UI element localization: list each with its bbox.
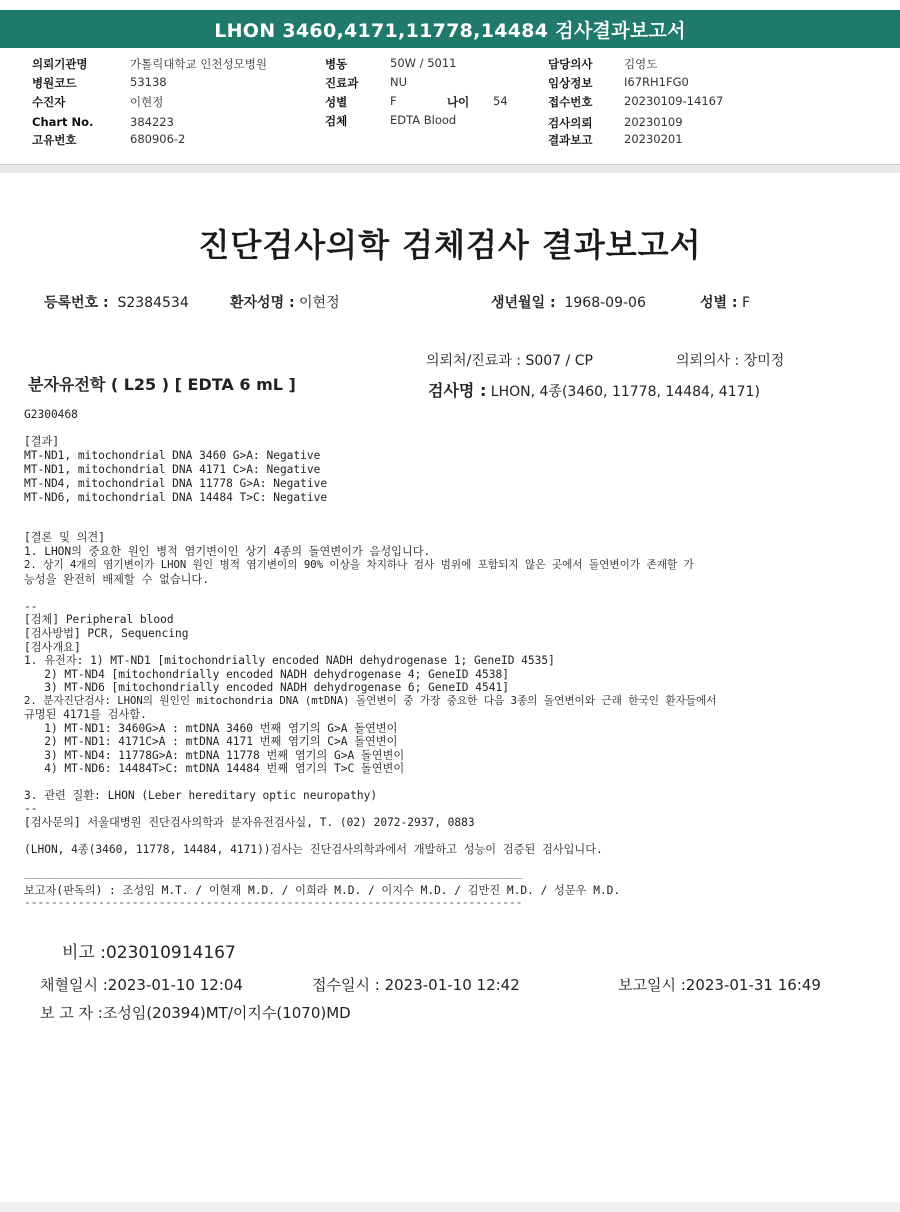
ward-label: 병동 xyxy=(325,57,348,71)
separator-dashes: -- xyxy=(24,600,38,613)
hospital-value: 가톨릭대학교 인천성모병원 xyxy=(130,57,267,71)
age-label: 나이 xyxy=(447,95,470,109)
hospital-label: 의뢰기관명 xyxy=(32,57,88,71)
patient-name-label: 환자성명 : xyxy=(230,295,295,311)
chart-no-value: 384223 xyxy=(130,115,174,129)
overview-line: 2) MT-ND1: 4171C>A : mtDNA 4171 번째 염기의 C>A 돌연변이 xyxy=(24,735,398,748)
examinee-label: 수진자 xyxy=(32,95,66,109)
reporters-line: 보고자(판독의) : 조성임 M.T. / 이현재 M.D. / 이희라 M.D. / 이지수 M.D. / 김만진 M.D. / 성문우 M.D. xyxy=(24,884,621,897)
overview-line: 규명된 4171를 검사함. xyxy=(24,708,147,721)
age-value: 54 xyxy=(493,94,508,108)
result-date-label: 결과보고 xyxy=(548,133,593,147)
overview-line: 1. 유전자: 1) MT-ND1 [mitochondrially encoded NADH dehydrogenase 1; GeneID 4535] xyxy=(24,654,555,667)
overview-line: 3) MT-ND6 [mitochondrially encoded NADH dehydrogenase 6; GeneID 4541] xyxy=(24,681,509,694)
patient-name xyxy=(230,292,340,312)
rule-line: __________________________________________________________________________ xyxy=(24,866,523,879)
section-title: 분자유전학 ( L25 ) [ EDTA 6 mL ] xyxy=(28,375,296,394)
clinical-info-value: I67RH1FG0 xyxy=(624,75,689,89)
result-line: MT-ND1, mitochondrial DNA 4171 C>A: Negative xyxy=(24,463,321,476)
report-title: 진단검사의학 검체검사 결과보고서 xyxy=(198,226,702,264)
report-time xyxy=(618,974,821,995)
reporter xyxy=(40,1002,351,1023)
reporter-value: 조성임(20394)MT/이지수(1070)MD xyxy=(102,1004,351,1022)
patient-sex-value: F xyxy=(741,295,751,311)
rule-line-dashed: -------------------------------------------------------------------------- xyxy=(24,896,523,909)
result-line: MT-ND4, mitochondrial DNA 11778 G>A: Negative xyxy=(24,477,328,490)
clinical-info-label: 임상정보 xyxy=(548,76,593,90)
registration-number-value: S2384534 xyxy=(117,295,189,311)
unique-id-value: 680906-2 xyxy=(130,132,186,146)
registration-number-label: 등록번호 : xyxy=(44,295,109,311)
result-header: [결과] xyxy=(24,435,60,448)
overview-line: 3) MT-ND4: 11778G>A: mtDNA 11778 번째 염기의 G>A 돌연변이 xyxy=(24,749,405,762)
patient-sex xyxy=(700,292,750,312)
conclusion-line: 2. 상기 4개의 염기변이가 LHON 원인 병적 염기변이의 90% 이상을 차지하나 검사 범위에 포함되지 않은 곳에서 돌연변이가 존재할 가 xyxy=(24,559,694,571)
page-bottom-band xyxy=(0,1202,900,1212)
hospital-code-value: 53138 xyxy=(130,75,167,89)
remark-label: 비고 : xyxy=(62,943,106,963)
result-line: MT-ND6, mitochondrial DNA 14484 T>C: Negative xyxy=(24,491,328,504)
receipt-no-label: 접수번호 xyxy=(548,95,593,109)
collection-time-label: 채혈일시 : xyxy=(40,976,108,994)
exam-name xyxy=(428,378,760,401)
hospital-code-label: 병원코드 xyxy=(32,76,77,90)
birth-date xyxy=(491,292,646,312)
chart-no-label: Chart No. xyxy=(32,115,94,129)
collection-time-value: 2023-01-10 12:04 xyxy=(107,976,243,994)
request-date-label: 검사의뢰 xyxy=(548,116,593,130)
sex-label: 성별 xyxy=(325,95,348,109)
overview-line: 2. 분자진단검사: LHON의 원인인 mitochondria DNA (mtDNA) 돌연변이 중 가장 중요한 다음 3종의 돌연변이와 근래 한국인 환자들에서 xyxy=(24,695,717,707)
unique-id-label: 고유번호 xyxy=(32,133,77,147)
reporter-label: 보 고 자 : xyxy=(40,1004,103,1022)
registration-number xyxy=(44,292,189,312)
report-body xyxy=(0,172,900,1202)
ward-value: 50W / 5011 xyxy=(390,56,457,70)
collection-time xyxy=(40,974,243,995)
receipt-time-label: 접수일시 : xyxy=(312,976,380,994)
request-date-value: 20230109 xyxy=(624,115,683,129)
specimen-line: [검체] Peripheral blood xyxy=(24,613,174,626)
receipt-no-value: 20230109-14167 xyxy=(624,94,724,108)
conclusion-line: 능성을 완전히 배제할 수 없습니다. xyxy=(24,573,209,586)
patient-sex-label: 성별 : xyxy=(700,295,738,311)
department-value: NU xyxy=(390,75,408,89)
overview-header: [검사개요] xyxy=(24,641,81,654)
receipt-time-value: 2023-01-10 12:42 xyxy=(384,976,520,994)
result-line: MT-ND1, mitochondrial DNA 3460 G>A: Negative xyxy=(24,449,321,462)
exam-name-label: 검사명 : xyxy=(428,381,487,400)
remark-value: 023010914167 xyxy=(105,943,236,963)
requester-info: 의뢰처/진료과 : S007 / CP xyxy=(426,353,593,369)
related-disease: 3. 관련 질환: LHON (Leber hereditary optic neuropathy) xyxy=(24,789,378,802)
birth-date-label: 생년월일 : xyxy=(491,295,556,311)
remark xyxy=(62,938,236,963)
exam-name-value: LHON, 4종(3460, 11778, 14484, 4171) xyxy=(490,384,760,400)
report-time-label: 보고일시 : xyxy=(618,976,686,994)
conclusion-line: 1. LHON의 중요한 원인 병적 염기변이인 상기 4종의 돌연변이가 음성입니다. xyxy=(24,545,431,558)
specimen-value: EDTA Blood xyxy=(390,113,457,127)
conclusion-header: [결론 및 의견] xyxy=(24,531,105,544)
report-banner-title: LHON 3460,4171,11778,14484 검사결과보고서 xyxy=(0,10,900,48)
overview-line: 1) MT-ND1: 3460G>A : mtDNA 3460 번째 염기의 G>A 돌연변이 xyxy=(24,722,398,735)
specimen-id: G2300468 xyxy=(24,408,78,421)
doctor-value: 김영도 xyxy=(624,57,658,71)
requesting-physician: 의뢰의사 : 장미정 xyxy=(676,353,785,369)
method-line: [검사방법] PCR, Sequencing xyxy=(24,627,189,640)
birth-date-value: 1968-09-06 xyxy=(564,295,646,311)
header-metadata xyxy=(0,54,900,154)
overview-line: 2) MT-ND4 [mitochondrially encoded NADH dehydrogenase 4; GeneID 4538] xyxy=(24,668,509,681)
examinee-value: 이현정 xyxy=(130,95,164,109)
developed-test-note: (LHON, 4종(3460, 11778, 14484, 4171))검사는 진단검사의학과에서 개발하고 성능이 검증된 검사입니다. xyxy=(24,843,603,856)
overview-line: 4) MT-ND6: 14484T>C: mtDNA 14484 번째 염기의 T>C 돌연변이 xyxy=(24,762,405,775)
inquiry-line: [검사문의] 서울대병원 진단검사의학과 분자유전검사실, T. (02) 2072-2937, 0883 xyxy=(24,816,475,829)
report-time-value: 2023-01-31 16:49 xyxy=(685,976,821,994)
specimen-label: 검체 xyxy=(325,114,348,128)
receipt-time xyxy=(312,974,520,995)
department-label: 진료과 xyxy=(325,76,359,90)
separator-dashes: -- xyxy=(24,802,38,815)
result-date-value: 20230201 xyxy=(624,132,683,146)
doctor-label: 담당의사 xyxy=(548,57,593,71)
sex-value: F xyxy=(390,94,397,108)
patient-name-value: 이현정 xyxy=(299,295,340,311)
